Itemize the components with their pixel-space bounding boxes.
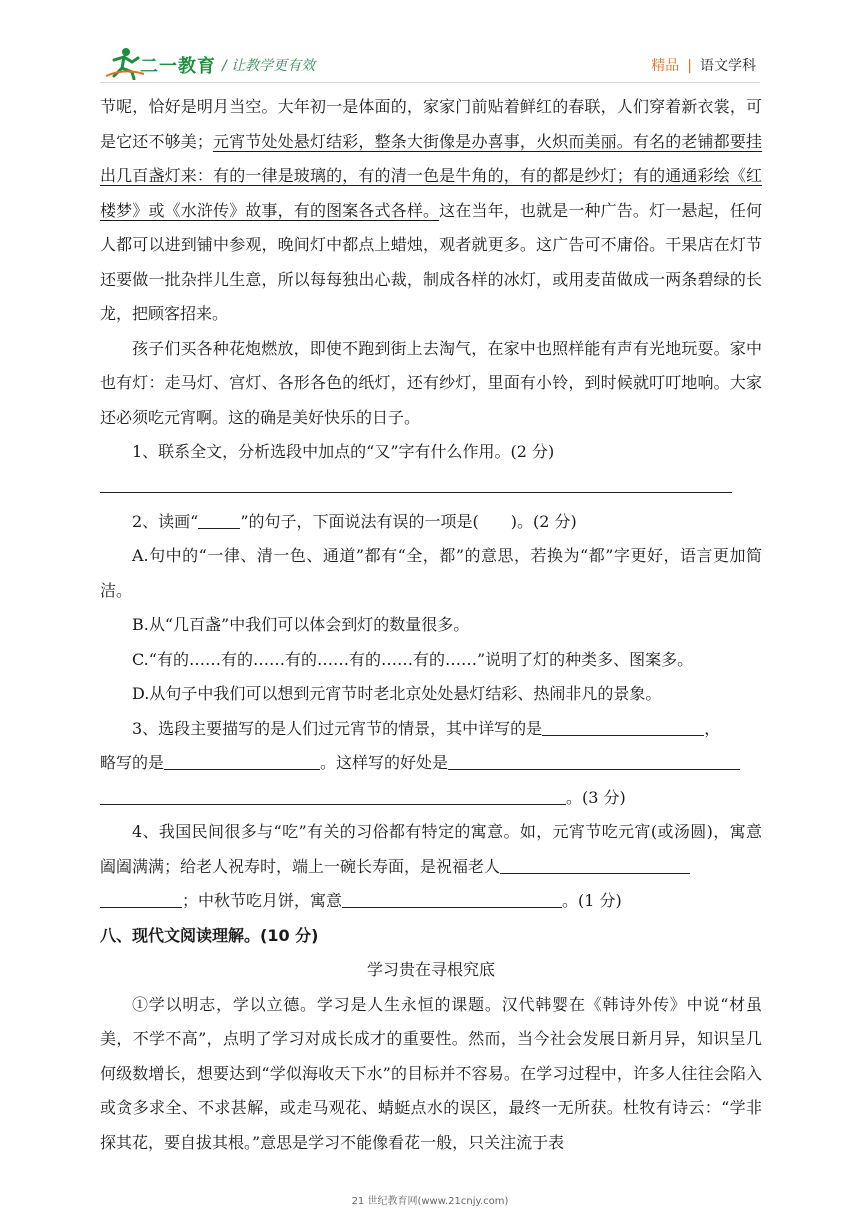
passage-paragraph-1 — [100, 90, 762, 332]
page-header — [0, 0, 860, 90]
answer-blank-q3-detail[interactable] — [542, 717, 704, 736]
question-text: ；中秋节吃月饼，寓意 — [182, 891, 343, 910]
option-a: A.句中的“一律、清一色、通道”都有“全，都”的意思，若换为“都”字更好，语言更加简洁。 — [100, 546, 762, 600]
question-text: 。(3 分) — [566, 787, 626, 807]
passage-text: 这在当年，也就是一种广告。灯一悬起，任何人都可以进到铺中参观，晚间灯中都点上蜡烛，观者就更多。这广告可不庸俗。干果店在灯节还要做一批杂拌儿生意，所以每每独出心裁，制成各样的冰灯，或用麦苗做成一两条碧绿的长龙，把顾客招来。 — [100, 200, 762, 323]
question-text: 4、我国民间很多与“吃”有关的习俗都有特定的寓意。如，元宵节吃元宵(或汤圆)，寓意阖阖满满；给老人祝寿时，端上一碗长寿面，是祝福老人 — [100, 822, 762, 876]
option-d: D.从句子中我们可以想到元宵节时老北京处处悬灯结彩、热闹非凡的景象。 — [132, 684, 662, 703]
question-1: 1、联系全文，分析选段中加点的“又”字有什么作用。(2 分) — [132, 442, 555, 461]
question-3-end — [100, 781, 762, 816]
question-text: 。(1 分) — [562, 891, 622, 910]
answer-blank-q3-benefit-cont[interactable] — [100, 786, 566, 805]
question-3 — [100, 712, 762, 747]
question-text: 略写的是 — [100, 753, 165, 772]
section-heading: 八、现代文阅读理解。(10 分) — [100, 925, 319, 945]
question-text: 2、读画“ — [132, 511, 199, 531]
answer-blank-q4-c[interactable] — [342, 889, 562, 908]
underline-sample — [198, 510, 240, 529]
option-c: C.“有的……有的……有的……有的……有的……”说明了灯的种类多、图案多。 — [132, 649, 694, 669]
question-text: 3、选段主要描写的是人们过元宵节的情景，其中详写的是 — [132, 718, 543, 738]
header-tags — [651, 55, 756, 75]
document-body — [100, 90, 762, 1160]
passage-paragraph-2: 孩子们买各种花炮燃放，即使不跑到街上去淘气，在家中也照样能有声有光地玩耍。家中也有灯：走马灯、宫灯、各形各色的纸灯，还有纱灯，里面有小铃，到时候就叮叮地响。大家还必须吃元宵啊。这的确是美好快乐的日子。 — [100, 338, 762, 427]
brand-slogan: / 让教学更有效 — [222, 58, 316, 74]
underlined-sentence: 元宵节处处悬灯结彩，整条大街像是办喜事，火炽而美丽。有名的老铺都要挂出几百盏灯来：有的一律是玻璃的，有的清一色是牛角的，有的都是纱灯；有的通通彩绘《红楼梦》或《水浒传》故事，有的图案各式各样。 — [100, 131, 762, 220]
page-footer: 21 世纪教育网(www.21cnjy.com) — [351, 1196, 509, 1207]
header-divider — [100, 82, 760, 83]
answer-blank-q4-a[interactable] — [500, 855, 690, 874]
question-4-cont — [100, 884, 762, 919]
passage-text: 节呢，恰好是明月当空。大年初一是体面的，家家门前贴着鲜红的春联，人们穿着新衣裳，可是它还不够美； — [100, 97, 762, 151]
question-2 — [100, 505, 762, 540]
option-b: B.从“几百盏”中我们可以体会到灯的数量很多。 — [132, 615, 470, 634]
question-text: ， — [704, 718, 721, 738]
question-text: 。这样写的好处是 — [320, 753, 449, 772]
answer-blank-q3-benefit[interactable] — [448, 751, 740, 770]
brand-name: 二一教育 — [140, 56, 216, 77]
answer-blank-q4-b[interactable] — [100, 889, 182, 908]
tag-separator: | — [687, 58, 692, 74]
answer-blank-q3-brief[interactable] — [164, 751, 320, 770]
article-paragraph-1: ①学以明志，学以立德。学习是人生永恒的课题。汉代韩婴在《韩诗外传》中说“材虽美，不学不高”，点明了学习对成长成才的重要性。然而，当今社会发展日新月异，知识呈几何级数增长，想要达到“学似海收天下水”的目标并不容易。在学习过程中，许多人往往会陷入或贪多求全、不求甚解，或走马观花、蜻蜓点水的误区，最终一无所获。杜牧有诗云：“学非探其花，要自拔其根。”意思是学习不能像看花一般，只关注流于表 — [100, 994, 762, 1152]
question-3-cont — [100, 746, 762, 781]
article-title: 学习贵在寻根究底 — [366, 960, 495, 979]
question-4 — [100, 815, 762, 884]
subject-tag: 语文学科 — [700, 58, 756, 74]
quality-tag: 精品 — [651, 58, 680, 74]
answer-line-q1[interactable] — [100, 470, 732, 493]
question-text: ”的句子，下面说法有误的一项是( )。(2 分) — [240, 511, 577, 531]
